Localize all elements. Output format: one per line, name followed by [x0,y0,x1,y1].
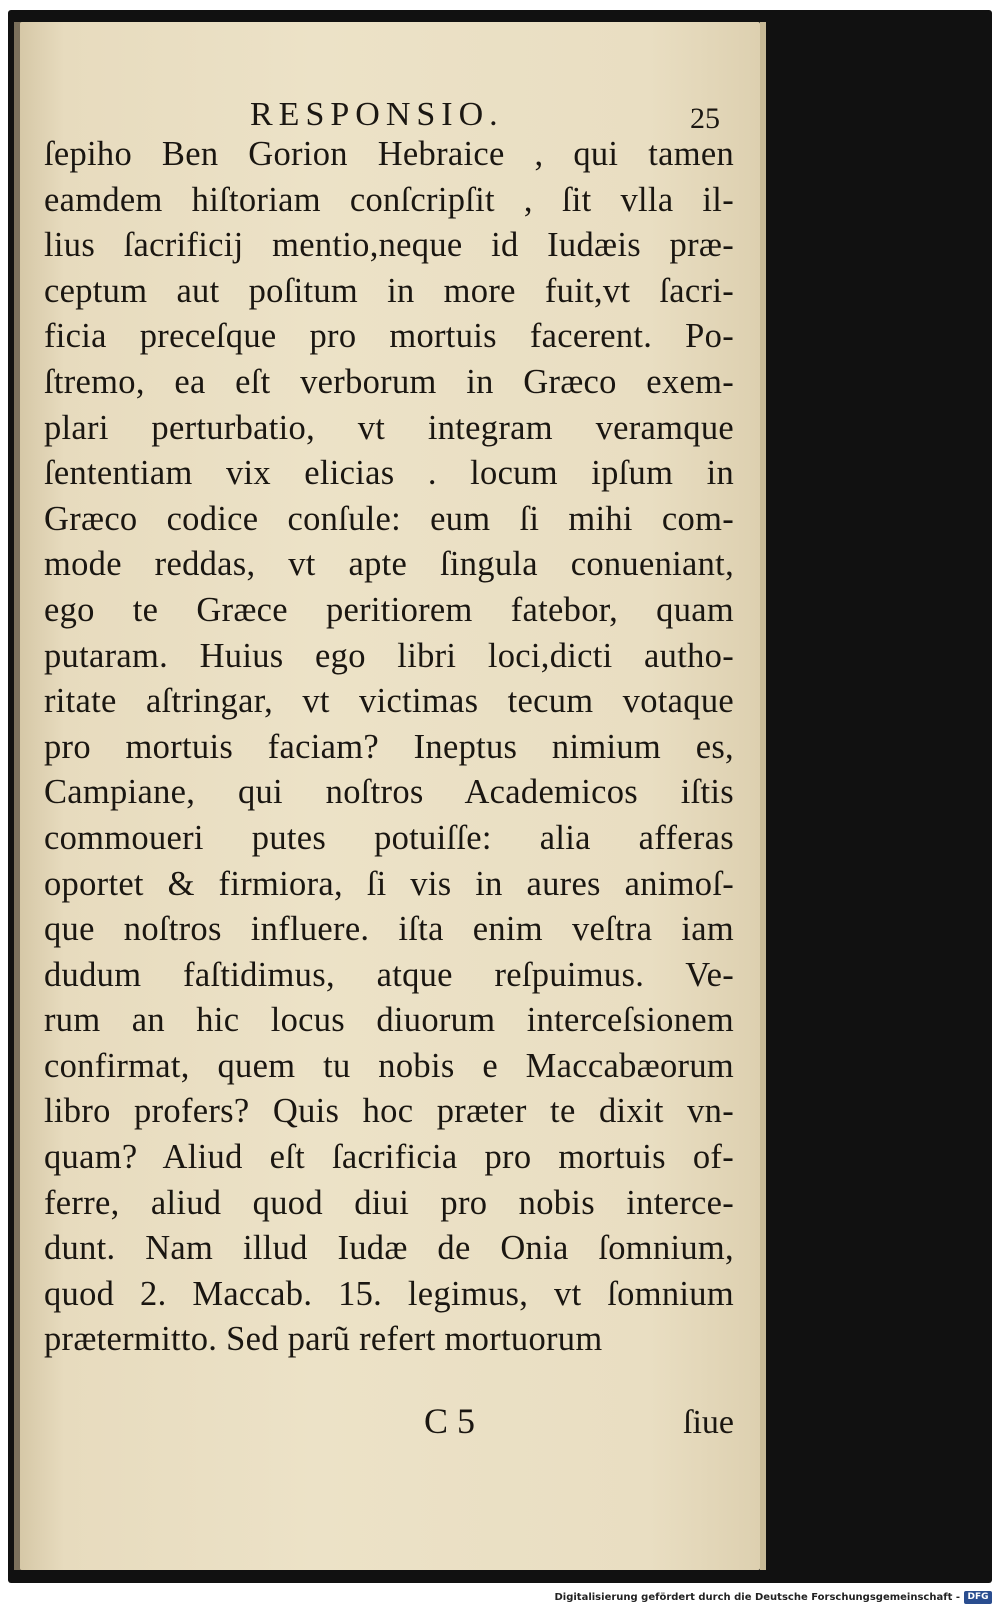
text-line: plari perturbatio, vt integram veramque [44,408,734,447]
text-line: Græco codice conſule: eum ſi mihi com- [44,499,734,538]
page-number: 25 [690,102,720,135]
text-line: prætermitto. Sed parũ refert mortuorum [44,1320,603,1359]
text-line: ſtremo, ea eſt verborum in Græco exem- [44,362,734,401]
digitization-credit: Digitalisierung gefördert durch die Deutsche Forschungsgemeinschaft - [554,1592,960,1603]
text-line: pro mortuis faciam? Ineptus nimium es, [44,727,734,766]
text-line: ſepiho Ben Gorion Hebraice , qui tamen [44,135,734,173]
text-line: ferre, aliud quod diui pro nobis interce- [44,1183,734,1222]
text-line: libro profers? Quis hoc præter te dixit vn- [44,1092,734,1131]
catchword: ſiue [683,1404,734,1441]
text-line: mode reddas, vt apte ſingula conueniant, [44,545,734,584]
page-edge [760,22,766,1570]
text-line: Campiane, qui noſtros Academicos iſtis [44,773,734,812]
text-line: quod 2. Maccab. 15. legimus, vt ſomnium [44,1274,734,1313]
body-text [44,132,734,1363]
dfg-logo: DFG [964,1591,992,1604]
running-head: RESPONSIO. [250,96,504,133]
text-line: ritate aſtringar, vt victimas tecum votaque [44,682,734,721]
signature-mark: C 5 [424,1401,476,1441]
text-line: dunt. Nam illud Iudæ de Onia ſomnium, [44,1229,734,1268]
text-line: putaram. Huius ego libri loci,dicti autho- [44,636,734,675]
text-line: oportet & firmiora, ſi vis in aures animoſ- [44,864,734,903]
text-line: confirmat, quem tu nobis e Maccabæorum [44,1046,734,1085]
text-line: eamdem hiſtoriam conſcripſit , ſit vlla il- [44,180,734,219]
text-line: que noſtros influere. iſta enim veſtra iam [44,910,734,949]
text-line: ceptum aut poſitum in more fuit,vt ſacri- [44,271,734,310]
text-line: quam? Aliud eſt ſacrificia pro mortuis of- [44,1138,734,1177]
text-line: dudum faſtidimus, atque reſpuimus. Ve- [44,955,734,994]
text-line: ficia preceſque pro mortuis facerent. Po- [44,317,734,356]
text-line: rum an hic locus diuorum interceſsionem [44,1001,734,1040]
text-line: ego te Græce peritiorem fatebor, quam [44,590,734,629]
text-line: ſententiam vix elicias . locum ipſum in [44,454,734,493]
text-line: commoueri putes potuiſſe: alia afferas [44,818,734,857]
page-footer [44,1400,734,1450]
text-line: lius ſacrificij mentio,neque id Iudæis præ- [44,226,734,265]
